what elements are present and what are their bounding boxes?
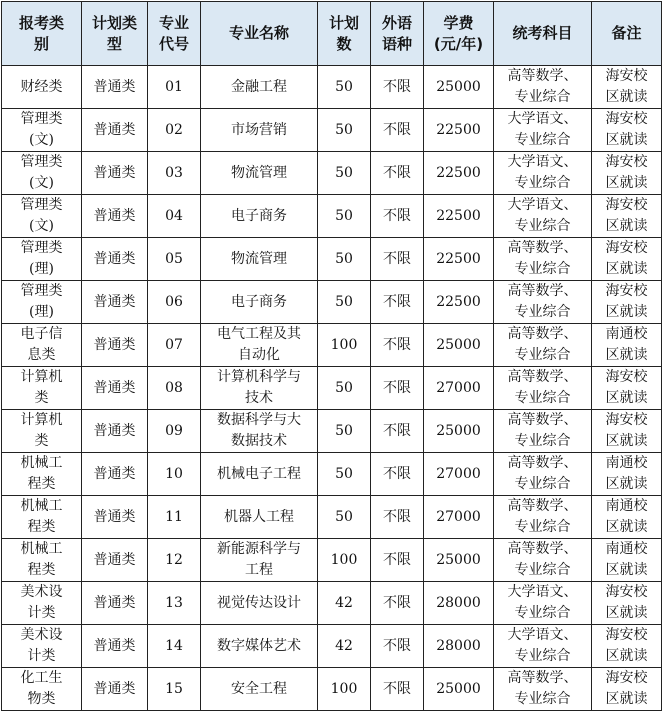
cell-foreign-language: 不限: [371, 324, 424, 367]
cell-major-code: 03: [148, 152, 201, 195]
cell-plan-count: 50: [318, 367, 371, 410]
cell-category: 机械工 程类: [2, 453, 82, 496]
cell-major-name: 数字媒体艺术: [201, 625, 318, 668]
cell-major-code: 06: [148, 281, 201, 324]
cell-major-name: 电子商务: [201, 195, 318, 238]
cell-foreign-language: 不限: [371, 238, 424, 281]
cell-major-name: 新能源科学与 工程: [201, 539, 318, 582]
cell-plan-type: 普通类: [82, 668, 148, 711]
cell-exam-subjects: 高等数学、 专业综合: [494, 496, 592, 539]
table-row: [2, 195, 662, 238]
table-row: [2, 152, 662, 195]
cell-remarks: 南通校 区就读: [592, 539, 662, 582]
cell-plan-type: 普通类: [82, 66, 148, 109]
cell-tuition: 28000: [424, 625, 494, 668]
cell-plan-count: 50: [318, 453, 371, 496]
header-tuition: 学费 (元/年): [424, 2, 494, 66]
cell-major-name: 视觉传达设计: [201, 582, 318, 625]
cell-plan-count: 50: [318, 152, 371, 195]
cell-major-code: 02: [148, 109, 201, 152]
cell-major-name: 电子商务: [201, 281, 318, 324]
cell-major-code: 13: [148, 582, 201, 625]
cell-foreign-language: 不限: [371, 66, 424, 109]
cell-major-name: 安全工程: [201, 668, 318, 711]
cell-major-code: 10: [148, 453, 201, 496]
cell-remarks: 海安校 区就读: [592, 668, 662, 711]
cell-exam-subjects: 大学语文、 专业综合: [494, 195, 592, 238]
cell-tuition: 22500: [424, 152, 494, 195]
cell-major-name: 数据科学与大 数据技术: [201, 410, 318, 453]
cell-major-name: 计算机科学与 技术: [201, 367, 318, 410]
cell-foreign-language: 不限: [371, 109, 424, 152]
table-row: [2, 410, 662, 453]
cell-category: 计算机 类: [2, 410, 82, 453]
cell-category: 化工生 物类: [2, 668, 82, 711]
cell-exam-subjects: 大学语文、 专业综合: [494, 109, 592, 152]
cell-category: 财经类: [2, 66, 82, 109]
cell-tuition: 22500: [424, 281, 494, 324]
table-row: [2, 453, 662, 496]
cell-category: 机械工 程类: [2, 539, 82, 582]
table-header: [2, 2, 662, 66]
cell-tuition: 25000: [424, 66, 494, 109]
cell-foreign-language: 不限: [371, 582, 424, 625]
cell-plan-count: 50: [318, 109, 371, 152]
cell-plan-count: 50: [318, 281, 371, 324]
cell-plan-type: 普通类: [82, 410, 148, 453]
header-category: 报考类 别: [2, 2, 82, 66]
cell-plan-count: 42: [318, 625, 371, 668]
cell-plan-type: 普通类: [82, 109, 148, 152]
cell-category: 电子信 息类: [2, 324, 82, 367]
cell-major-code: 05: [148, 238, 201, 281]
cell-plan-type: 普通类: [82, 539, 148, 582]
cell-remarks: 海安校 区就读: [592, 281, 662, 324]
admission-plan-table: [1, 1, 662, 711]
cell-plan-count: 50: [318, 410, 371, 453]
header-foreign-language: 外语 语种: [371, 2, 424, 66]
cell-exam-subjects: 高等数学、 专业综合: [494, 324, 592, 367]
cell-tuition: 25000: [424, 324, 494, 367]
table-row: [2, 281, 662, 324]
cell-foreign-language: 不限: [371, 152, 424, 195]
cell-major-name: 电气工程及其 自动化: [201, 324, 318, 367]
cell-plan-count: 50: [318, 195, 371, 238]
cell-major-name: 机械电子工程: [201, 453, 318, 496]
table-body: [2, 66, 662, 711]
cell-major-code: 07: [148, 324, 201, 367]
cell-remarks: 海安校 区就读: [592, 410, 662, 453]
cell-major-name: 物流管理: [201, 238, 318, 281]
cell-major-code: 04: [148, 195, 201, 238]
table-row: [2, 367, 662, 410]
cell-major-name: 机器人工程: [201, 496, 318, 539]
cell-tuition: 27000: [424, 367, 494, 410]
header-exam-subjects: 统考科目: [494, 2, 592, 66]
cell-category: 机械工 程类: [2, 496, 82, 539]
cell-foreign-language: 不限: [371, 496, 424, 539]
header-plan-type: 计划类 型: [82, 2, 148, 66]
cell-exam-subjects: 高等数学、 专业综合: [494, 410, 592, 453]
cell-major-code: 14: [148, 625, 201, 668]
cell-tuition: 28000: [424, 582, 494, 625]
cell-plan-count: 100: [318, 324, 371, 367]
cell-category: 美术设 计类: [2, 625, 82, 668]
cell-remarks: 海安校 区就读: [592, 367, 662, 410]
table-row: [2, 539, 662, 582]
cell-category: 管理类 (文): [2, 109, 82, 152]
cell-remarks: 南通校 区就读: [592, 453, 662, 496]
cell-category: 美术设 计类: [2, 582, 82, 625]
cell-exam-subjects: 大学语文、 专业综合: [494, 625, 592, 668]
cell-major-name: 金融工程: [201, 66, 318, 109]
header-row: [2, 2, 662, 66]
cell-tuition: 27000: [424, 453, 494, 496]
cell-foreign-language: 不限: [371, 453, 424, 496]
cell-tuition: 27000: [424, 496, 494, 539]
cell-plan-count: 50: [318, 66, 371, 109]
cell-exam-subjects: 高等数学、 专业综合: [494, 367, 592, 410]
cell-major-code: 12: [148, 539, 201, 582]
cell-exam-subjects: 高等数学、 专业综合: [494, 539, 592, 582]
cell-category: 管理类 (理): [2, 281, 82, 324]
cell-exam-subjects: 大学语文、 专业综合: [494, 152, 592, 195]
table-row: [2, 238, 662, 281]
cell-exam-subjects: 高等数学、 专业综合: [494, 281, 592, 324]
cell-exam-subjects: 高等数学、 专业综合: [494, 238, 592, 281]
cell-remarks: 海安校 区就读: [592, 109, 662, 152]
cell-remarks: 海安校 区就读: [592, 238, 662, 281]
cell-major-name: 市场营销: [201, 109, 318, 152]
cell-foreign-language: 不限: [371, 367, 424, 410]
cell-major-code: 09: [148, 410, 201, 453]
cell-major-code: 01: [148, 66, 201, 109]
cell-category: 管理类 (文): [2, 195, 82, 238]
cell-plan-type: 普通类: [82, 496, 148, 539]
cell-remarks: 海安校 区就读: [592, 582, 662, 625]
cell-foreign-language: 不限: [371, 668, 424, 711]
table-row: [2, 496, 662, 539]
cell-remarks: 海安校 区就读: [592, 152, 662, 195]
cell-foreign-language: 不限: [371, 539, 424, 582]
cell-tuition: 22500: [424, 238, 494, 281]
cell-plan-type: 普通类: [82, 582, 148, 625]
cell-plan-count: 42: [318, 582, 371, 625]
cell-foreign-language: 不限: [371, 625, 424, 668]
cell-exam-subjects: 高等数学、 专业综合: [494, 66, 592, 109]
table-row: [2, 109, 662, 152]
cell-plan-type: 普通类: [82, 152, 148, 195]
cell-category: 管理类 (文): [2, 152, 82, 195]
cell-tuition: 22500: [424, 109, 494, 152]
cell-major-code: 15: [148, 668, 201, 711]
cell-exam-subjects: 大学语文、 专业综合: [494, 582, 592, 625]
cell-plan-count: 100: [318, 539, 371, 582]
cell-category: 管理类 (理): [2, 238, 82, 281]
cell-plan-type: 普通类: [82, 453, 148, 496]
table-row: [2, 582, 662, 625]
cell-plan-count: 50: [318, 238, 371, 281]
cell-plan-type: 普通类: [82, 324, 148, 367]
cell-category: 计算机 类: [2, 367, 82, 410]
cell-major-code: 08: [148, 367, 201, 410]
cell-major-name: 物流管理: [201, 152, 318, 195]
cell-tuition: 25000: [424, 668, 494, 711]
cell-remarks: 海安校 区就读: [592, 625, 662, 668]
header-remarks: 备注: [592, 2, 662, 66]
header-major-name: 专业名称: [201, 2, 318, 66]
cell-remarks: 南通校 区就读: [592, 324, 662, 367]
cell-tuition: 25000: [424, 410, 494, 453]
cell-plan-type: 普通类: [82, 238, 148, 281]
cell-foreign-language: 不限: [371, 195, 424, 238]
cell-remarks: 南通校 区就读: [592, 496, 662, 539]
cell-plan-count: 100: [318, 668, 371, 711]
table-row: [2, 625, 662, 668]
cell-plan-type: 普通类: [82, 281, 148, 324]
cell-exam-subjects: 高等数学、 专业综合: [494, 668, 592, 711]
cell-remarks: 海安校 区就读: [592, 66, 662, 109]
header-plan-count: 计划 数: [318, 2, 371, 66]
table-row: [2, 324, 662, 367]
cell-foreign-language: 不限: [371, 281, 424, 324]
cell-plan-type: 普通类: [82, 367, 148, 410]
cell-exam-subjects: 高等数学、 专业综合: [494, 453, 592, 496]
cell-plan-count: 50: [318, 496, 371, 539]
cell-major-code: 11: [148, 496, 201, 539]
header-major-code: 专业 代号: [148, 2, 201, 66]
cell-remarks: 海安校 区就读: [592, 195, 662, 238]
cell-plan-type: 普通类: [82, 625, 148, 668]
table-row: [2, 66, 662, 109]
cell-tuition: 25000: [424, 539, 494, 582]
cell-foreign-language: 不限: [371, 410, 424, 453]
cell-tuition: 22500: [424, 195, 494, 238]
table-row: [2, 668, 662, 711]
cell-plan-type: 普通类: [82, 195, 148, 238]
